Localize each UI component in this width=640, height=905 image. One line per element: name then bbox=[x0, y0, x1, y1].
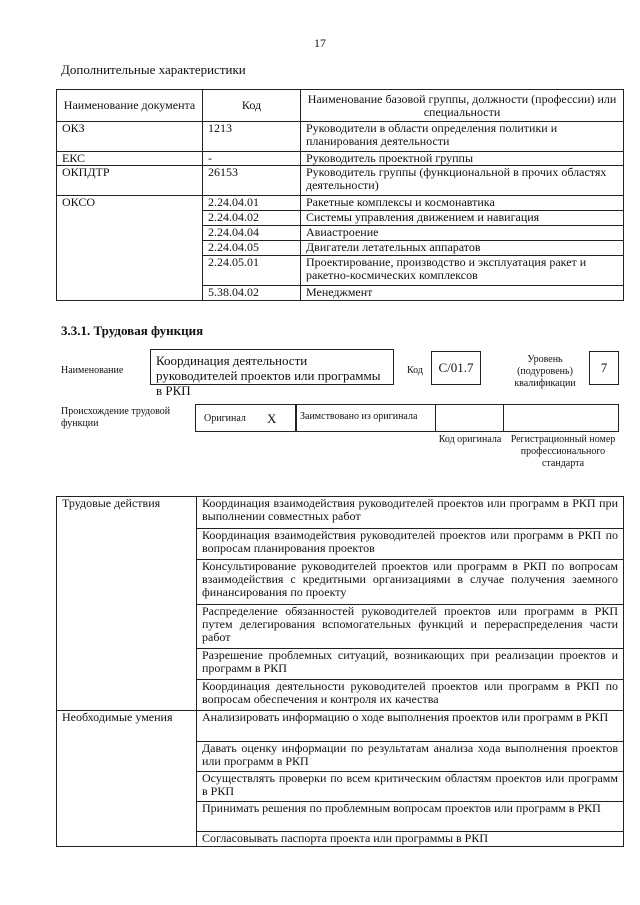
name-cell: Двигатели летательных аппаратов bbox=[301, 241, 624, 256]
labor-action-item: Распределение обязанностей руководителей проектов или программ в РКП путем делегирования вспомогательных функций и перераспределения части работ bbox=[197, 605, 624, 649]
code-label: Код bbox=[407, 365, 423, 376]
function-code-value: С/01.7 bbox=[431, 351, 481, 385]
table-row bbox=[57, 122, 624, 152]
original-mark: Х bbox=[267, 411, 277, 426]
labor-action-item: Разрешение проблемных ситуаций, возникающих при реализации проектов и программ в РКП bbox=[197, 649, 624, 680]
skill-item: Согласовывать паспорта проекта или программы в РКП bbox=[197, 832, 624, 847]
skill-item: Принимать решения по проблемным вопросам проектов или программ в РКП bbox=[197, 802, 624, 832]
table-row bbox=[57, 497, 624, 529]
origin-label: Происхождение трудовой функции bbox=[61, 406, 171, 429]
code-cell: - bbox=[203, 152, 301, 166]
name-cell: Руководитель проектной группы bbox=[301, 152, 624, 166]
doc-cell: ОКПДТР bbox=[57, 166, 203, 196]
table-row bbox=[57, 196, 624, 211]
table-row bbox=[57, 226, 624, 241]
name-cell: Менеджмент bbox=[301, 286, 624, 301]
skills-label: Необходимые умения bbox=[57, 711, 197, 847]
name-cell: Ракетные комплексы и космонавтика bbox=[301, 196, 624, 211]
name-cell: Проектирование, производство и эксплуатация ракет и ракетно-космических комплексов bbox=[301, 256, 624, 286]
labor-action-item: Координация взаимодействия руководителей проектов или программ в РКП по вопросам планирования проектов bbox=[197, 529, 624, 560]
header-group-name: Наименование базовой группы, должности (профессии) или специальности bbox=[301, 90, 624, 122]
labor-function-heading: 3.3.1. Трудовая функция bbox=[61, 323, 204, 338]
name-cell: Руководители в области определения политики и планирования деятельности bbox=[301, 122, 624, 152]
skill-item: Анализировать информацию о ходе выполнения проектов или программ в РКП bbox=[197, 711, 624, 742]
table-row bbox=[57, 166, 624, 196]
qualification-level-value: 7 bbox=[589, 351, 619, 385]
labor-action-item: Координация деятельности руководителей проектов или программ в РКП по вопросам обеспечения и контроля их качества bbox=[197, 680, 624, 711]
doc-cell bbox=[57, 286, 203, 301]
original-box bbox=[195, 404, 296, 432]
name-label: Наименование bbox=[61, 365, 124, 376]
header-code: Код bbox=[203, 90, 301, 122]
doc-cell bbox=[57, 256, 203, 286]
name-cell: Авиастроение bbox=[301, 226, 624, 241]
doc-cell: ОКЗ bbox=[57, 122, 203, 152]
code-cell: 2.24.05.01 bbox=[203, 256, 301, 286]
skill-item: Осуществлять проверки по всем критическим областям проектов или программ в РКП bbox=[197, 772, 624, 802]
skill-item: Давать оценку информации по результатам анализа хода выполнения проектов или программ в РКП bbox=[197, 742, 624, 772]
code-cell: 2.24.04.01 bbox=[203, 196, 301, 211]
code-original-label: Код оригинала bbox=[438, 434, 502, 445]
labor-action-item: Координация взаимодействия руководителей проектов или программ в РКП при выполнении совместных работ bbox=[197, 497, 624, 529]
page-number: 17 bbox=[314, 36, 326, 50]
reg-number-label: Регистрационный номер профессионального стандарта bbox=[510, 434, 616, 469]
code-original-box bbox=[435, 404, 504, 432]
code-cell: 2.24.04.04 bbox=[203, 226, 301, 241]
function-name-value: Координация деятельности руководителей проектов или программы в РКП bbox=[150, 349, 394, 385]
table-row bbox=[57, 241, 624, 256]
code-cell: 2.24.04.02 bbox=[203, 211, 301, 226]
name-cell: Руководитель группы (функциональной в прочих областях деятельности) bbox=[301, 166, 624, 196]
header-document: Наименование документа bbox=[57, 90, 203, 122]
doc-cell bbox=[57, 211, 203, 226]
code-cell: 26153 bbox=[203, 166, 301, 196]
characteristics-table bbox=[56, 89, 624, 301]
labor-action-item: Консультирование руководителей проектов или программ в РКП по вопросам взаимодействия с кредитными организациями в случае получения заемного финансирования по проекту bbox=[197, 560, 624, 605]
code-cell: 2.24.04.05 bbox=[203, 241, 301, 256]
name-cell: Системы управления движением и навигация bbox=[301, 211, 624, 226]
labor-actions-label: Трудовые действия bbox=[57, 497, 197, 711]
code-cell: 5.38.04.02 bbox=[203, 286, 301, 301]
original-label: Оригинал bbox=[204, 413, 246, 424]
additional-characteristics-title: Дополнительные характеристики bbox=[61, 62, 246, 77]
doc-cell bbox=[57, 226, 203, 241]
doc-cell: ЕКС bbox=[57, 152, 203, 166]
code-cell: 1213 bbox=[203, 122, 301, 152]
qualification-level-label: Уровень (подуровень) квалификации bbox=[514, 354, 576, 389]
doc-cell: ОКСО bbox=[57, 196, 203, 211]
borrowed-box bbox=[296, 404, 436, 432]
table-row bbox=[57, 711, 624, 742]
reg-number-box bbox=[503, 404, 619, 432]
actions-skills-table bbox=[56, 496, 624, 847]
table-row bbox=[57, 286, 624, 301]
borrowed-label: Заимствовано из оригинала bbox=[300, 411, 418, 422]
table-row bbox=[57, 152, 624, 166]
doc-cell bbox=[57, 241, 203, 256]
table-row bbox=[57, 211, 624, 226]
table-row bbox=[57, 256, 624, 286]
